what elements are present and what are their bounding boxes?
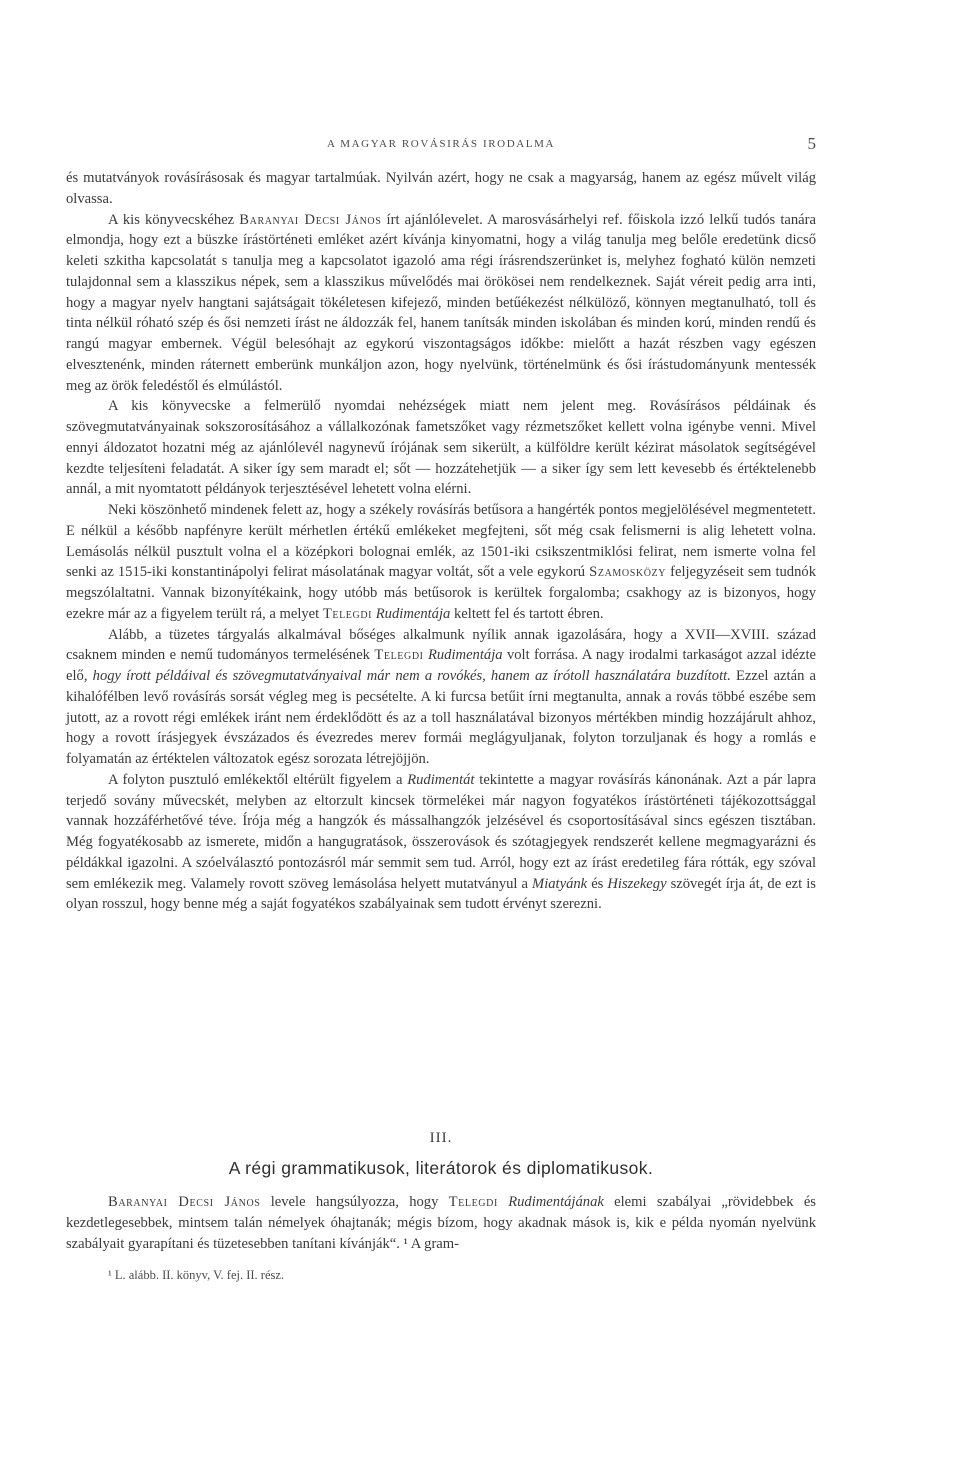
text-run: Ezzel aztán a kihalófélben levő rovásírás sorsát végleg meg is pecsételte. A ki furcsa betűit írni megtanulta, annak a rovás többé eszébe sem jutott, az a rovott régi emlékek iránt nem érdeklődött és az a toll használatával bizonyos mértékben mindig hozzájárult ahhoz, hogy a rovott írásjegyek évszázados és évezredes merev formái meglágyuljanak, folyton torzuljanak és hogy a romlás e folyamatán az értéktelen változatok egész sorozata létrejöjjön. — [66, 668, 816, 767]
italic-text: Miatyánk — [532, 875, 588, 892]
paragraph — [66, 770, 816, 915]
text-run: levele hangsúlyozza, hogy — [260, 1194, 449, 1210]
chapter-number: III. — [429, 1130, 453, 1146]
chapter-title: A régi grammatikusok, literátorok és diplomatikusok. — [228, 1158, 654, 1178]
paragraph — [66, 500, 816, 625]
small-caps-name: Telegdi — [322, 605, 373, 622]
italic-text: Rudimentája — [427, 647, 503, 664]
text-run: A folyton pusztuló emlékektől eltérült figyelem a — [108, 771, 408, 788]
text-run: írt ajánlólevelet. A marosvásárhelyi ref. főiskola izzó lelkű tudós tanára elmondja, hogy ezt a büszke írástörténeti emléket azért kívánja kinyomatni, hogy a világ tanulja meg belőle eredetünk dicső keleti szkitha kapcsolatát s tanulja meg a kapcsolatot igazoló ama régi írásrendszerünket is, melyhez fogható külön nemzeti tulajdonnal sem a klasszikus népek, sem a klasszikus művelődés mai örökösei nem rendelkeznek. Saját véreit pedig arra inti, hogy a magyar nyelv hangtani sajátságait tökéletesen kifejező, minden betűékezést nélkülöző, könnyen megtanulható, toll és tinta nélkül róható szép és ősi nemzeti írást ne áldozzák fel, hanem tanítsák minden iskolában és minden korú, minden rendű és rangú magyar embernek. Végül belesóhajt az egykorú viszontagságos időkbe: mielőtt a hazát részben vagy egészen elvesztenénk, minden ráternett emberünk munkáljon azon, hogy nyelvünk, történelmünk és ősi írástudományunk mentessék meg az örök feledéstől és elmúlástól. — [66, 211, 816, 394]
small-caps-name: Telegdi — [448, 1194, 498, 1210]
text-run: elemi szabályai „rövidebbek és kezdetlegesebbek, mintsem talán némelyek óhajtanák; mégis bízom, hogy akadnak mások is, kik e példa nyomán nyelvünk szabályait gyarapítani és tüzetesebben tanítani kívánják“. ¹ A gram- — [66, 1194, 816, 1252]
text-run: A kis könyvecske a felmerülő nyomdai nehézségek miatt nem jelent meg. Rovásírásos példáinak és szövegmutatványainak sokszorosításához a vállalkozónak fametszőket vagy rézmetszőket kellett volna igénybe venni. Mivel ennyi áldozatot hozatni még az ajánlólevél nagynevű írójának sem sikerült, a külföldre került kézirat másolatok segítségével kezdte teljesíteni feladatát. A siker így sem maradt el; sőt — hozzátehetjük — a siker így sem lett kevesebb és értéktelenebb annál, a mit nyomtatott példányok terjesztésével lehetett volna elérni. — [66, 398, 816, 498]
body-text — [66, 168, 816, 915]
italic-text: Hiszekegy — [607, 875, 667, 892]
small-caps-name: Szamosközy — [589, 564, 667, 581]
text-run: volt forrása. A nagy irodalmi tarkaságot azzal idézte elő, — [66, 647, 816, 684]
small-caps-name: Baranyai Decsi János — [239, 211, 382, 228]
text-run — [498, 1194, 508, 1210]
paragraph — [66, 625, 816, 770]
small-caps-name: Telegdi — [374, 647, 424, 664]
paragraph — [66, 396, 816, 500]
text-run: feljegyzéseit sem tudnók megszólaltatni. Vannak bizonyítékaink, hogy utóbb más betűsorok is kerültek forgalomba; csakhogy az is bizonyos, hogy ezekre már az a figyelem terült rá, a melyet — [66, 564, 816, 622]
running-head — [66, 134, 816, 156]
page-number: 5 — [807, 134, 816, 153]
running-title: A MAGYAR ROVÁSIRÁS IRODALMA — [326, 138, 556, 150]
italic-text: Rudimentájának — [508, 1194, 604, 1210]
text-run: A kis könyvecskéhez — [108, 211, 240, 228]
footnote: ¹ L. alább. II. könyv, V. fej. II. rész. — [108, 1268, 285, 1282]
paragraph — [66, 168, 816, 210]
paragraph — [66, 1192, 816, 1254]
small-caps-name: Baranyai Decsi János — [108, 1194, 261, 1210]
italic-text: hogy írott példáival és szövegmutatványaival már nem a rovókés, hanem az írótoll használatára buzdított. — [92, 668, 731, 684]
italic-text: Rudimentát — [407, 771, 475, 788]
paragraph — [66, 210, 816, 397]
italic-text: Rudimentája — [375, 605, 451, 622]
text-run: Neki köszönhető mindenek felett az, hogy a székely rovásírás betűsora a hangérték pontos megjelölésével megmentetett. E nélkül a később napfényre került mérhetlen értékű emlékeket megfejteni, sőt még csak felismerni is alig lehetett volna. Lemásolás nélkül pusztult volna el a középkori bolognai emlék, az 1501-iki csikszentmiklósi felirat, nem ismerte volna fel senki az 1515-iki konstantinápolyi felirat másolatának magyar voltát, sőt a vele egykorú — [66, 502, 816, 581]
text-run: és — [587, 875, 608, 892]
text-run: Alább, a tüzetes tárgyalás alkalmával bőséges alkalmunk nyílik annak igazolására, hogy a XVII—XVIII. század csaknem minden e nemű tudományos termelésének — [66, 626, 816, 664]
text-run: tekintette a magyar rovásírás kánonának. Azt a pár lapra terjedő sovány művecskét, melyben az eltorzult kincsek törmelékei már nagyon fogyatékos írástörténeti tájékozottsággal vannak hozzáférhetővé téve. Írója még a hangzók és mássalhangzók jelzésével és csoportosításával sincs egészen tisztában. Még fogyatékosabb az ismerete, midőn a hangugratások, összerovások és szótagjegyek rendszerét kellene megmagyarázni és példákkal igazolni. A szóelválasztó pontozásról már semmit sem tud. Arról, hogy ezt az írást eredetileg fára rótták, egy szóval sem emlékezik meg. Valamely rovott szöveg lemásolása helyett mutatványul a — [66, 771, 816, 892]
chapter-text — [66, 1192, 816, 1254]
text-run: keltett fel és tartott ébren. — [450, 605, 604, 622]
text-run: szövegét írja át, de ezt is olyan rosszul, hogy benne még a saját fogyatékos szabályainak sem tudott érvényt szerezni. — [66, 875, 816, 913]
text-run: és mutatványok rovásírásosak és magyar tartalmúak. Nyilván azért, hogy ne csak a magyarság, hanem az egész művelt világ olvassa. — [66, 170, 816, 207]
